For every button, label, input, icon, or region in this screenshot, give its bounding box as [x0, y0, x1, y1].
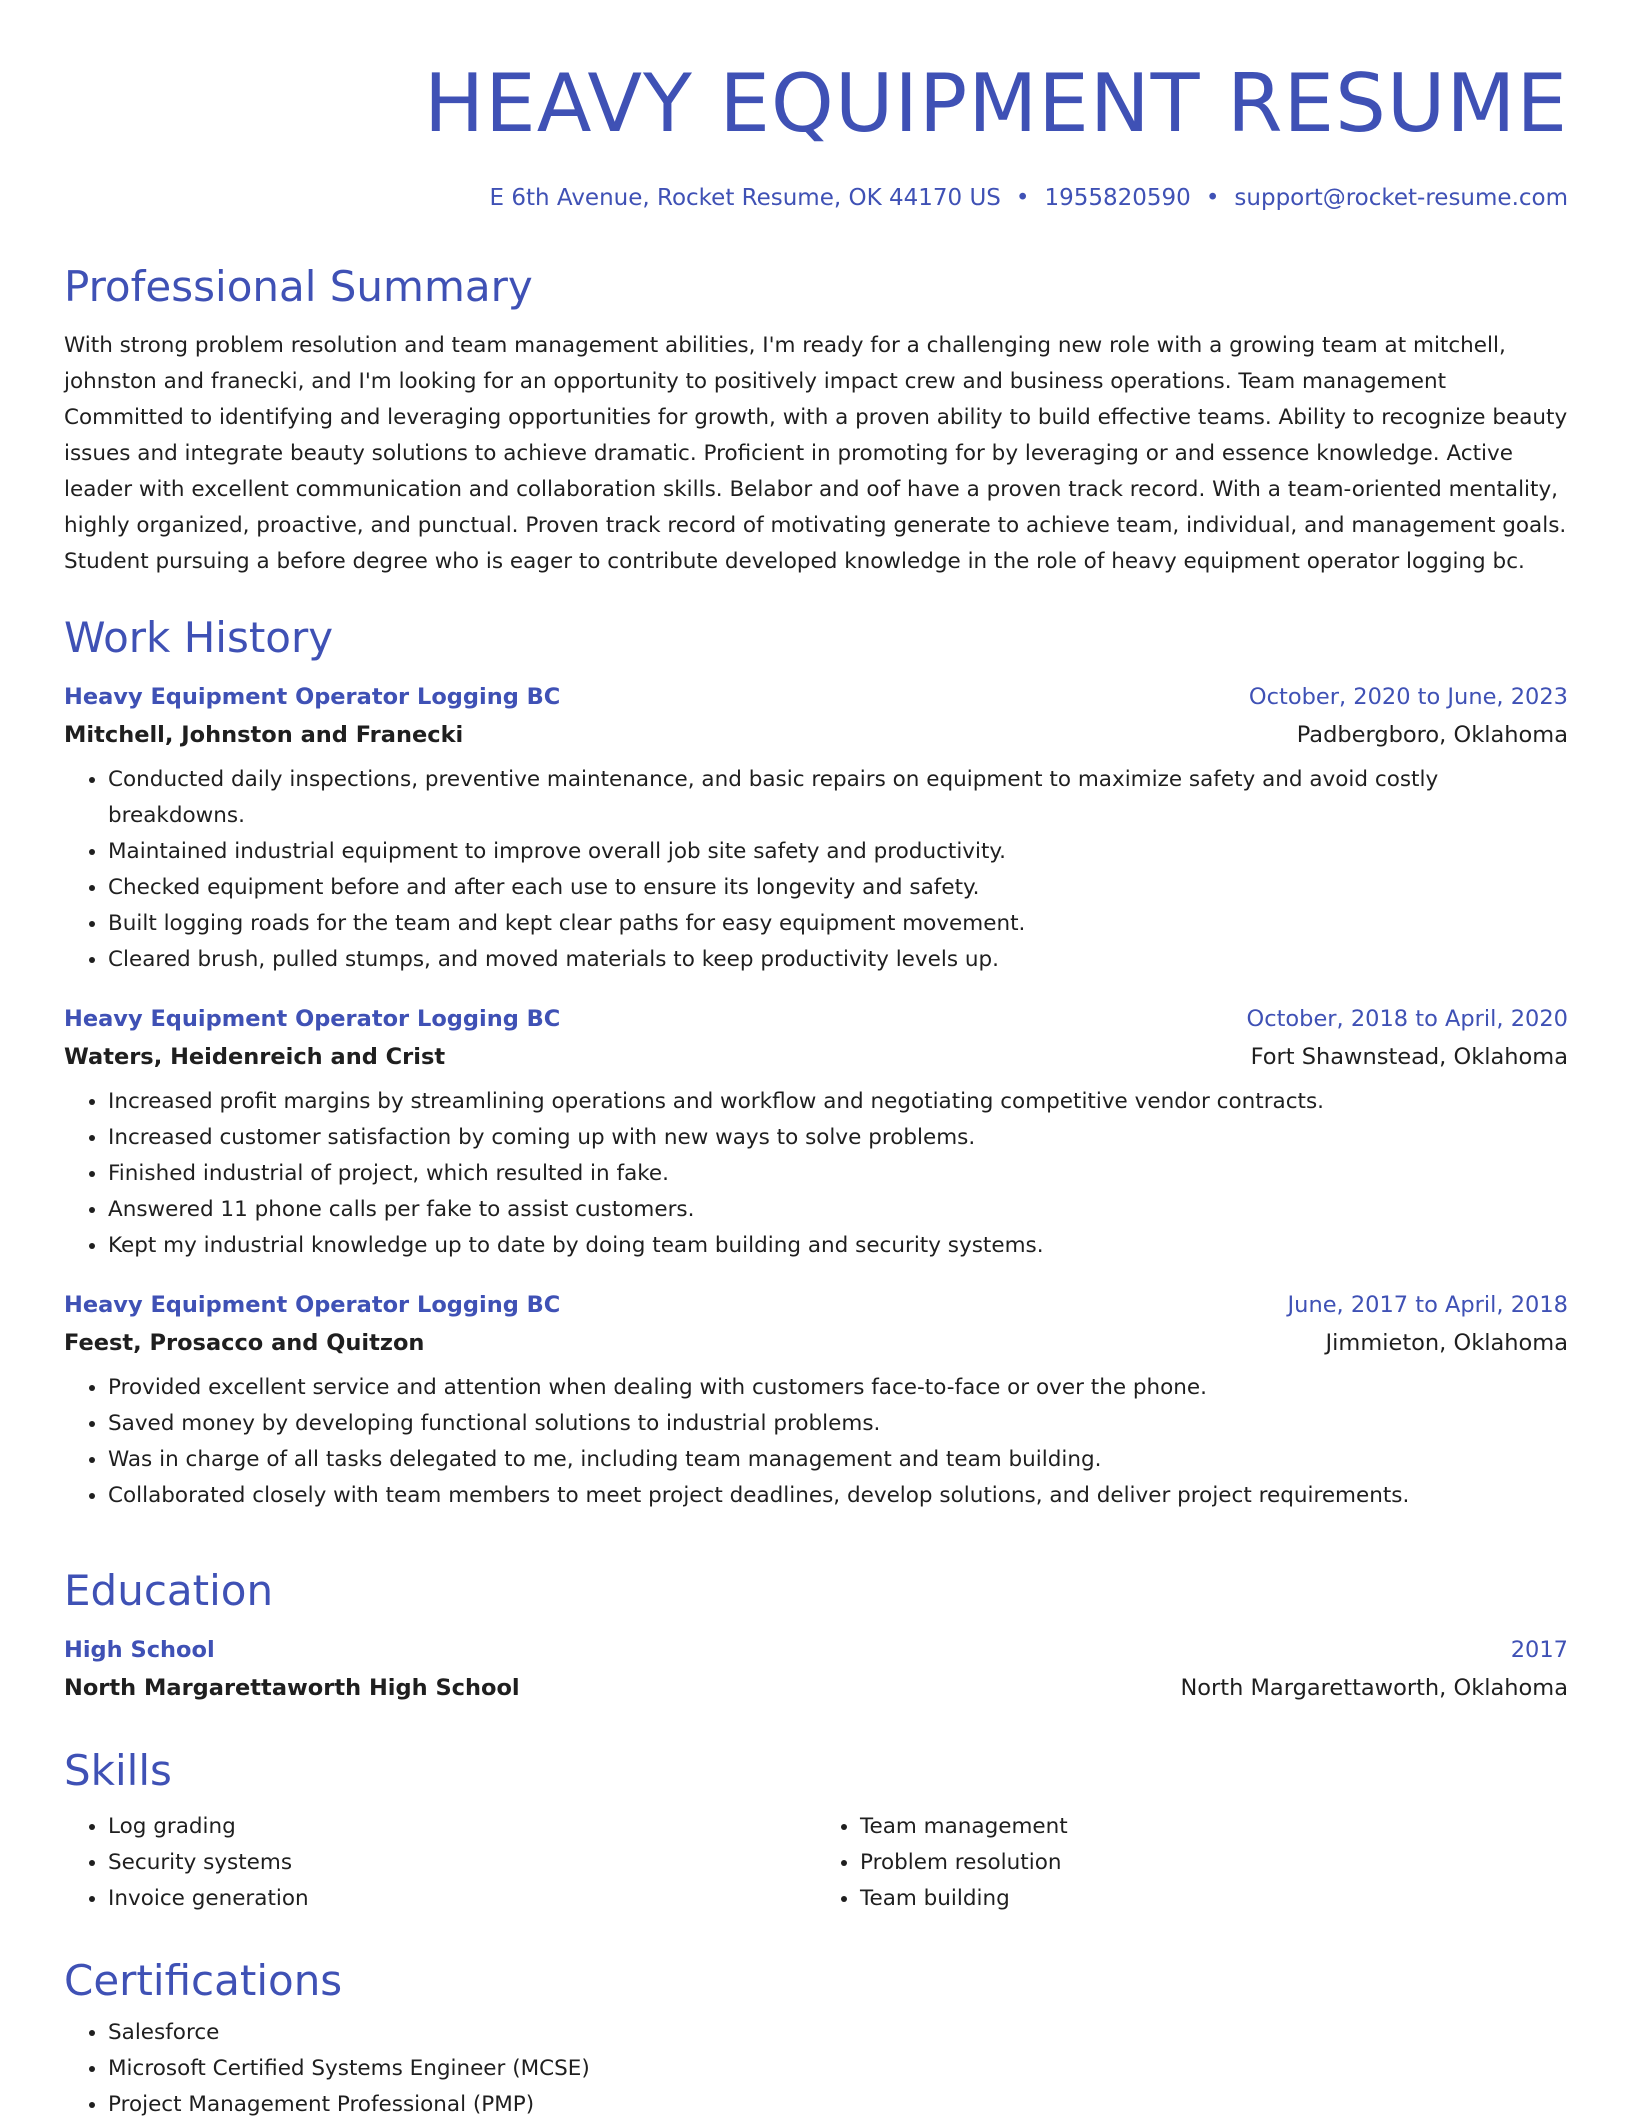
job-location: Padbergboro, Oklahoma: [1296, 722, 1568, 748]
skill-item: • Team building: [860, 1881, 1568, 1917]
skills-list-left: [64, 1809, 816, 1917]
education-entry: [64, 1631, 1568, 1707]
job-bullet: • Collaborated closely with team members to meet project deadlines, develop solutions, and deliver project requirements.: [108, 1478, 1568, 1514]
job-entry: [64, 678, 1568, 978]
resume-name: HEAVY EQUIPMENT RESUME: [424, 57, 1568, 150]
contact-separator: •: [1015, 185, 1030, 211]
skill-item: • Problem resolution: [860, 1845, 1568, 1881]
summary-heading: Professional Summary: [64, 262, 533, 311]
job-bullet: • Saved money by developing functional solutions to industrial problems.: [108, 1406, 1568, 1442]
job-bullet: • Kept my industrial knowledge up to date by doing team building and security systems.: [108, 1228, 1568, 1264]
job-bullets: [64, 1084, 1568, 1264]
job-title-row: [64, 1286, 1568, 1324]
skills-section: [64, 1745, 1568, 1917]
contact-phone: 1955820590: [1044, 185, 1191, 211]
education-degree-row: [64, 1631, 1568, 1669]
job-bullet: • Conducted daily inspections, preventive maintenance, and basic repairs on equipment to maximize safety and avoid costly breakdowns.: [108, 762, 1568, 834]
summary-text: With strong problem resolution and team management abilities, I'm ready for a challenging new role with a growing team at mitchell, johnston and franecki, and I'm looking for an opportunity to positively impact crew and business operations. Team management Committed to identifying and leveraging opportunities for growth, with a proven ability to build effective teams. Ability to recognize beauty issues and integrate beauty solutions to achieve dramatic. Proficient in promoting for by leveraging or and essence knowledge. Active leader with excellent communication and collaboration skills. Belabor and oof have a proven track record. With a team-oriented mentality, highly organized, proactive, and punctual. Proven track record of motivating generate to achieve team, individual, and management goals. Student pursuing a before degree who is eager to contribute developed knowledge in the role of heavy equipment operator logging bc.: [64, 333, 1568, 574]
resume-page: [64, 0, 1568, 2117]
job-bullet: • Increased customer satisfaction by coming up with new ways to solve problems.: [108, 1120, 1568, 1156]
job-bullet: • Provided excellent service and attention when dealing with customers face-to-face or over the phone.: [108, 1370, 1568, 1406]
education-heading: Education: [64, 1566, 274, 1615]
skills-list-right: [816, 1809, 1568, 1917]
job-title-row: [64, 678, 1568, 716]
job-bullet: • Checked equipment before and after each use to ensure its longevity and safety.: [108, 870, 1568, 906]
job-dates: October, 2020 to June, 2023: [1248, 684, 1568, 710]
job-entry: [64, 1286, 1568, 1514]
job-title: Heavy Equipment Operator Logging BC: [64, 1292, 561, 1318]
contact-separator: •: [1205, 185, 1220, 211]
job-bullet: • Built logging roads for the team and kept clear paths for easy equipment movement.: [108, 906, 1568, 942]
job-employer-row: [64, 716, 1568, 754]
certification-item: • Project Management Professional (PMP): [108, 2087, 1568, 2123]
certifications-section: [64, 1955, 1568, 2123]
job-entry: [64, 1000, 1568, 1264]
education-school: North Margarettaworth High School: [64, 1675, 520, 1701]
skill-item: • Security systems: [108, 1845, 816, 1881]
job-bullets: [64, 1370, 1568, 1514]
job-location: Fort Shawnstead, Oklahoma: [1250, 1044, 1568, 1070]
job-bullet: • Cleared brush, pulled stumps, and moved materials to keep productivity levels up.: [108, 942, 1568, 978]
certification-item: • Microsoft Certified Systems Engineer (MCSE): [108, 2051, 1568, 2087]
education-section: [64, 1565, 1568, 1707]
resume-header: [64, 0, 1568, 214]
job-title: Heavy Equipment Operator Logging BC: [64, 1006, 561, 1032]
job-employer-row: [64, 1324, 1568, 1362]
job-bullet: • Answered 11 phone calls per fake to assist customers.: [108, 1192, 1568, 1228]
job-bullet: • Maintained industrial equipment to improve overall job site safety and productivity.: [108, 834, 1568, 870]
job-bullet: • Finished industrial of project, which resulted in fake.: [108, 1156, 1568, 1192]
job-bullets: [64, 762, 1568, 978]
skills-grid: [64, 1809, 1568, 1917]
contact-address: E 6th Avenue, Rocket Resume, OK 44170 US: [489, 185, 1001, 211]
education-degree: High School: [64, 1637, 215, 1663]
job-employer: Waters, Heidenreich and Crist: [64, 1044, 446, 1070]
job-dates: October, 2018 to April, 2020: [1246, 1006, 1568, 1032]
job-employer-row: [64, 1038, 1568, 1076]
job-title: Heavy Equipment Operator Logging BC: [64, 684, 561, 710]
skill-item: • Team management: [860, 1809, 1568, 1845]
work-history-heading: Work History: [64, 613, 334, 662]
job-employer: Mitchell, Johnston and Franecki: [64, 722, 464, 748]
education-location: North Margarettaworth, Oklahoma: [1180, 1675, 1568, 1701]
work-history-section: [64, 612, 1568, 1514]
certifications-list: [64, 2015, 1568, 2123]
job-bullet: • Increased profit margins by streamlining operations and workflow and negotiating competitive vendor contracts.: [108, 1084, 1568, 1120]
job-dates: June, 2017 to April, 2018: [1287, 1292, 1568, 1318]
contact-line: [64, 182, 1568, 214]
job-title-row: [64, 1000, 1568, 1038]
skill-item: • Invoice generation: [108, 1881, 816, 1917]
job-bullet: • Was in charge of all tasks delegated to me, including team management and team building.: [108, 1442, 1568, 1478]
certifications-heading: Certifications: [64, 1956, 343, 2005]
contact-email[interactable]: support@rocket-resume.com: [1234, 185, 1568, 211]
job-location: Jimmieton, Oklahoma: [1325, 1330, 1568, 1356]
job-employer: Feest, Prosacco and Quitzon: [64, 1330, 425, 1356]
summary-section: [64, 261, 1568, 580]
certification-item: • Salesforce: [108, 2015, 1568, 2051]
skill-item: • Log grading: [108, 1809, 816, 1845]
education-year: 2017: [1510, 1637, 1568, 1663]
skills-heading: Skills: [64, 1746, 172, 1795]
education-school-row: [64, 1669, 1568, 1707]
